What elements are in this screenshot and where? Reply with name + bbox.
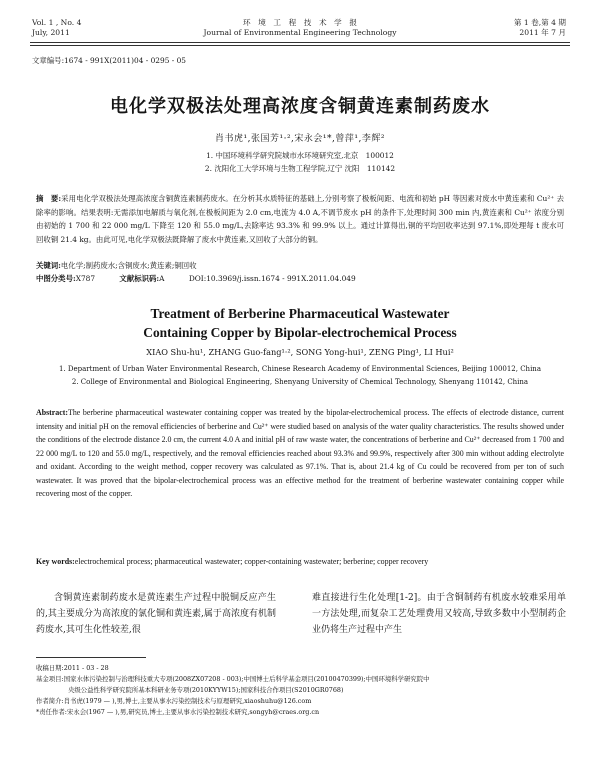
keywords-cn-text: 电化学;制药废水;含铜废水;黄连素;铜回收	[60, 261, 197, 270]
document-code: 文献标识码:A	[119, 274, 165, 283]
keywords-cn	[36, 260, 197, 271]
footnote-funding: 基金项目:国家水体污染控制与治理科技重大专项(2008ZX07208 - 003);中国博士后科学基金项目(20100470399);中国环境科学研究院中	[36, 675, 430, 683]
affiliation-cn-2: 2. 沈阳化工大学环境与生物工程学院,辽宁 沈阳 110142	[204, 164, 396, 173]
journal-name-en: Journal of Environmental Engineering Technology	[203, 28, 397, 37]
abstract-cn-text: 采用电化学双极法处理高浓度含铜黄连素制药废水。在分析其水质特征的基础上,分别考察了极板间距、电流和初始 pH 等因素对废水中黄连素和 Cu²⁺ 去除率的影响。结果表明:无需添加电解质与氧化剂,在极板间距为 2.0 cm,电流为 4.0 A,不调节废水 pH 的条件下,处理时间 300 min 内,黄连素和 Cu²⁺ 浓度分别由初始的 1 700 和 22 000 mg/L 下降至 120 和 55.0 mg/L,去除率达 93.3% 和 99.9% 以上。通过计算得出,铜的平均回收率达到 97.1%,即处理每 t 废水可回收铜 21.4 kg。由此可见,电化学双极法既降解了废水中黄连素,又回收了大部分的铜。	[36, 194, 564, 244]
footnotes	[36, 663, 564, 718]
keywords-cn-label: 关键词:	[36, 261, 61, 270]
keywords-en-label: Key words:	[36, 557, 75, 566]
affiliation-en-1: 1. Department of Urban Water Environmental Research, Chinese Research Academy of Environmental Sciences, Beijing 100012, China	[58, 365, 541, 373]
footnote-funding-cont: 央级公益性科学研究院所基本科研业务专项(2010KYYW15);国家科技合作项目(S2010GR0768)	[36, 686, 344, 694]
clc-code: 中图分类号:X787	[36, 274, 96, 283]
journal-name-cn: 环 境 工 程 技 术 学 报	[243, 18, 357, 27]
page-title-cn: 电化学双极法处理高浓度含铜黄连素制药废水	[110, 96, 490, 117]
body-column-left: 含铜黄连素制药废水是黄连素生产过程中脱铜反应产生的,其主要成分为高浓度的氯化铜和黄连素,属于高浓度有机制药废水,其可生化性较差,很	[36, 593, 276, 635]
abstract-en-text: The berberine pharmaceutical wastewater containing copper was treated by the bipolar-electrochemical process. The effects of electrode distance, current intensity and initial pH on the removal efficiencies of berberine and Cu²⁺ were studied based on analysis of the water quality characteristics. The results showed under the conditions of the electrode distance 2.0 cm, the current 4.0 A and initial pH of raw waste water, the concentrations of berberine and Cu²⁺ decreased from 1 700 and 22 000 mg/L to 120 and 55.0 mg/L, respectively, and the removal efficiencies reached about 93.3% and 99.9%, respectively after 300 min without adding electrolyte and oxidant. According to the weight method, copper recovery was calculated as 97.1%. That is, about 21.4 kg of Cu could be recovered from per ton of such wastewater. It was proved that the bipolar-electrochemical process was an effective method for the treatment of berberine wastewater containing copper while recovering most of the copper.	[36, 408, 564, 498]
body-column-right: 难直接进行生化处理[1-2]。由于含铜制药有机废水较难采用单一方法处理,而复杂工艺处理费用又较高,导致多数中小型制药企业仍将生产过程中产生	[312, 593, 566, 635]
issue-date-en: July, 2011	[32, 28, 70, 37]
running-header-center	[180, 18, 420, 38]
footnote-rule	[36, 657, 146, 658]
abstract-en-label: Abstract:	[36, 408, 68, 417]
doi: DOI:10.3969/j.issn.1674 - 991X.2011.04.049	[188, 274, 356, 283]
keywords-en	[36, 555, 564, 569]
abstract-cn	[36, 192, 564, 246]
issue-date-cn: 2011 年 7 月	[519, 28, 566, 37]
affiliation-en-2: 2. College of Environmental and Biological Engineering, Shenyang University of Chemical Technology, Shenyang 110142, China	[71, 378, 529, 386]
abstract-cn-label: 摘 要:	[36, 194, 62, 203]
page-title-en-line2: Containing Copper by Bipolar-electrochemical Process	[143, 325, 457, 340]
volume-issue-cn: 第 1 卷,第 4 期	[513, 18, 566, 27]
footnote-received: 收稿日期:2011 - 03 - 28	[36, 664, 109, 672]
abstract-en	[36, 406, 564, 501]
keywords-en-text: electrochemical process; pharmaceutical wastewater; copper-containing wastewater; berberine; copper recovery	[74, 557, 429, 566]
header-rule-thin	[30, 45, 570, 46]
classification-line	[36, 273, 378, 284]
footnote-author: 作者简介:肖书虎(1979 — ),男,博士,主要从事水污染控制技术与原理研究,xiaoshuhu@126.com	[36, 697, 312, 705]
affiliation-cn-1: 1. 中国环境科学研究院城市水环境研究室,北京 100012	[206, 151, 394, 160]
page-title-en-line1: Treatment of Berberine Pharmaceutical Wastewater	[150, 306, 450, 321]
authors-en: XIAO Shu-hu¹, ZHANG Guo-fang¹·², SONG Yong-hui¹, ZENG Ping¹, LI Hui²	[146, 347, 454, 357]
header-rule	[30, 42, 570, 43]
footnote-corresponding: *责任作者:宋永会(1967 — ),男,研究员,博士,主要从事水污染控制技术研究,songyh@craes.org.cn	[36, 708, 320, 716]
running-header-left	[32, 18, 81, 38]
article-number: 文章编号:1674 - 991X(2011)04 - 0295 - 05	[32, 56, 187, 65]
authors-cn: 肖书虎¹,张国芳¹·²,宋永会¹*,曾萍¹,李辉²	[215, 134, 385, 144]
running-header-right	[514, 18, 566, 38]
volume-issue: Vol. 1 , No. 4	[32, 18, 82, 27]
